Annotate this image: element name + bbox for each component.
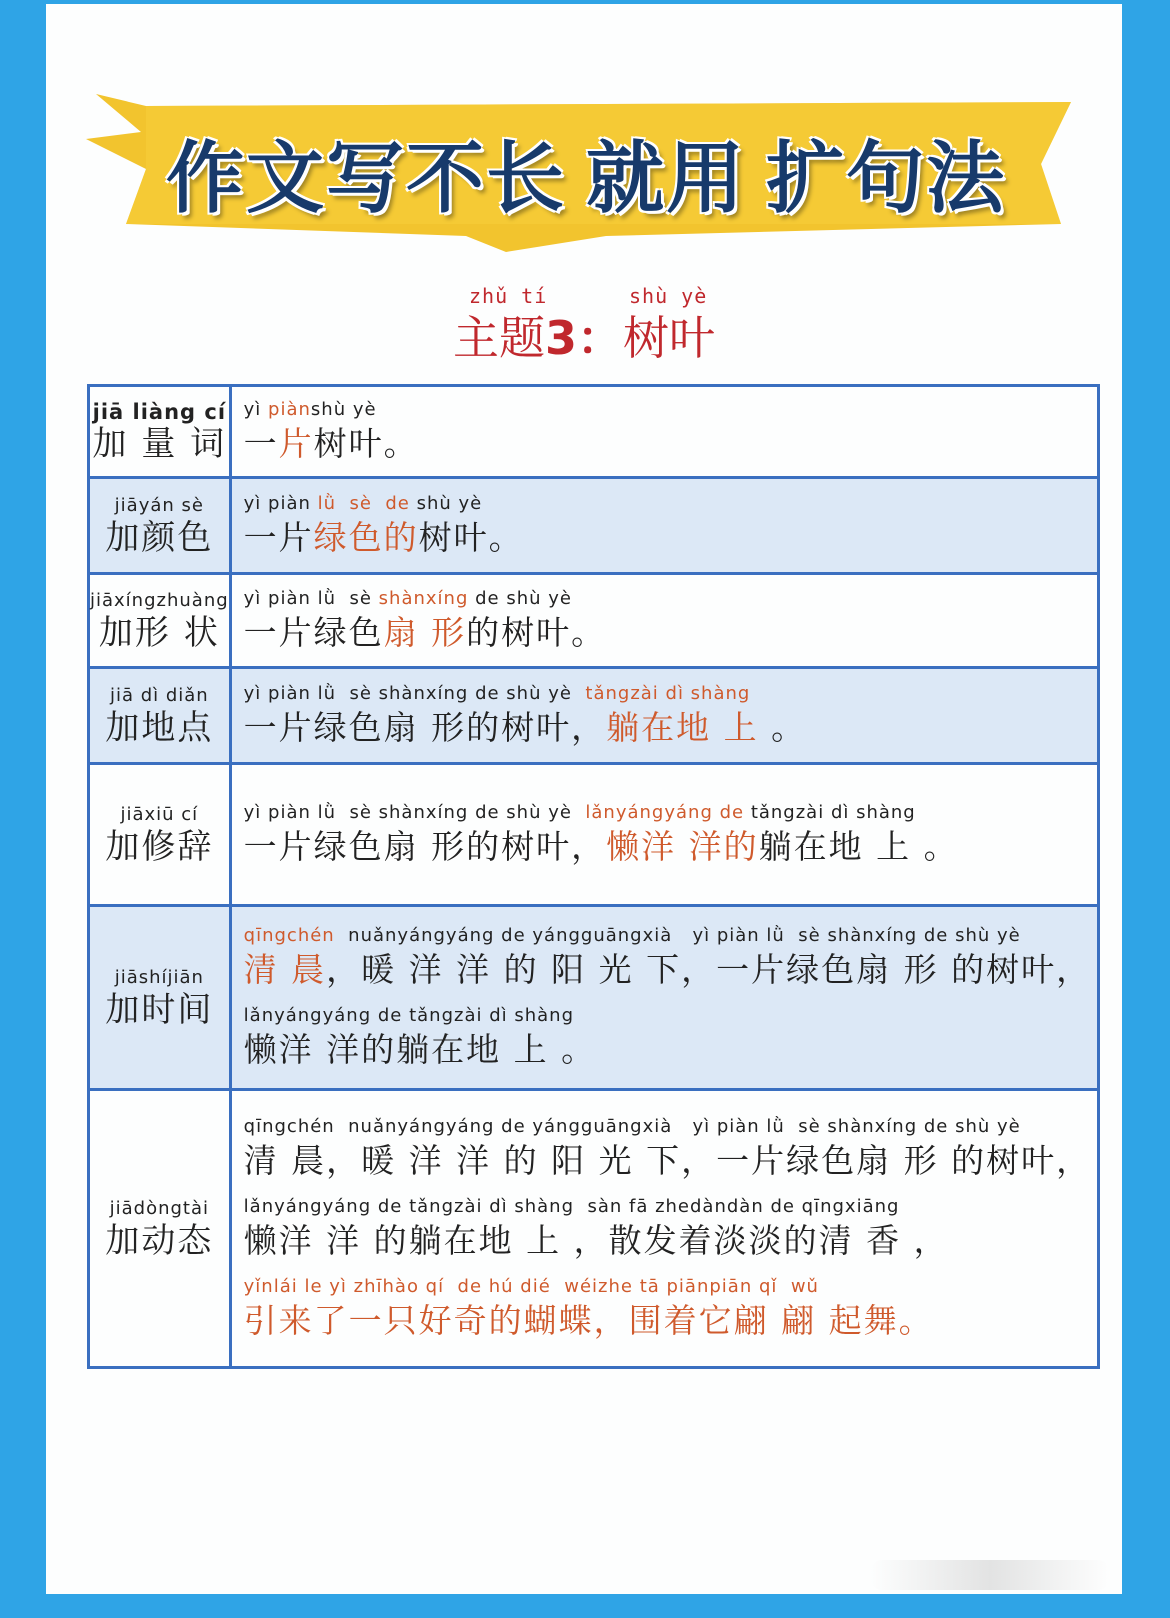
example-pinyin-segment: yì piàn lǜ sè shànxíng de shù yè bbox=[243, 682, 586, 704]
step-label-cell bbox=[89, 386, 231, 478]
line-spacer bbox=[244, 1183, 1091, 1195]
example-pinyin-segment: yì piàn lǜ sè shànxíng de shù yè bbox=[243, 801, 586, 823]
step-label-pinyin: jiā liàng cí bbox=[92, 399, 227, 424]
example-pinyin-segment: lǎnyángyáng de tǎngzài dì shàng sàn fā zhedàndàn de qīngxiāng bbox=[243, 1195, 900, 1217]
poster-card bbox=[46, 4, 1122, 1594]
step-label-cell bbox=[89, 906, 231, 1090]
example-sentence-segment: 扇 形 bbox=[383, 612, 467, 652]
example-pinyin-segment: yì piàn lǜ sè bbox=[243, 587, 379, 609]
step-label-pinyin: jiādòngtài bbox=[109, 1197, 210, 1219]
example-sentence-segment: 懒洋 洋 的躺在地 上 ，散发着淡淡的清 香 ， bbox=[243, 1220, 949, 1260]
step-label-cell bbox=[89, 1090, 231, 1368]
step-label-pinyin: jiāyán sè bbox=[114, 494, 204, 516]
example-sentence-segment: 清 晨，暖 洋 洋 的 阳 光 下，一片绿色扇 形 的树叶， bbox=[243, 1140, 1092, 1180]
example-sentence-segment: 一片绿色扇 形的树叶， bbox=[243, 707, 607, 747]
example-sentence bbox=[244, 825, 1091, 869]
table-row bbox=[89, 478, 1099, 574]
example-sentence bbox=[244, 1139, 1091, 1183]
theme-pinyin-1: zhǔ tí bbox=[469, 284, 548, 308]
example-pinyin bbox=[244, 1004, 1091, 1028]
example-sentence bbox=[244, 422, 1091, 466]
theme-title bbox=[46, 310, 1122, 366]
example-sentence-segment: 片 bbox=[278, 423, 314, 463]
example-pinyin-segment: piàn bbox=[268, 398, 311, 420]
example-sentence-segment: 一 bbox=[243, 423, 279, 463]
title-part-3: 扩句法 bbox=[766, 134, 1007, 224]
example-pinyin-segment: tǎngzài dì shàng bbox=[744, 801, 916, 823]
theme-pinyin bbox=[46, 284, 1122, 310]
example-sentence bbox=[244, 611, 1091, 655]
step-label: 加颜色 bbox=[105, 517, 214, 558]
example-cell bbox=[230, 386, 1098, 478]
step-label-cell bbox=[89, 764, 231, 906]
example-sentence-segment: 一片 bbox=[243, 517, 314, 557]
step-label-cell bbox=[89, 668, 231, 764]
example-cell bbox=[230, 574, 1098, 668]
step-label-pinyin: jiā dì diǎn bbox=[109, 684, 209, 706]
example-pinyin-segment: lǎnyángyáng de bbox=[585, 801, 745, 823]
example-pinyin bbox=[244, 1195, 1091, 1219]
example-sentence-segment: 树叶。 bbox=[418, 517, 524, 557]
title-banner bbox=[86, 74, 1086, 264]
example-cell bbox=[230, 906, 1098, 1090]
example-pinyin bbox=[244, 682, 1091, 706]
example-sentence bbox=[244, 706, 1091, 750]
example-pinyin bbox=[244, 1275, 1091, 1299]
title-part-2: 就用 bbox=[585, 134, 746, 224]
example-sentence bbox=[244, 1219, 1091, 1263]
example-sentence-segment: 躺在地 上 。 bbox=[758, 826, 959, 866]
theme-pinyin-2: shù yè bbox=[629, 284, 708, 308]
theme-title-b: 树叶 bbox=[623, 311, 715, 365]
example-sentence bbox=[244, 516, 1091, 560]
step-label: 加修辞 bbox=[105, 826, 214, 867]
example-sentence-segment: 一片绿色扇 形的树叶， bbox=[243, 826, 607, 866]
expansion-table bbox=[87, 384, 1100, 1369]
table-row bbox=[89, 668, 1099, 764]
table-row bbox=[89, 906, 1099, 1090]
example-pinyin-segment: yì bbox=[243, 398, 269, 420]
expansion-table-body bbox=[89, 386, 1099, 1368]
example-sentence bbox=[244, 1299, 1091, 1343]
theme-heading bbox=[46, 284, 1122, 366]
example-sentence-segment: 懒洋 洋的 bbox=[606, 826, 759, 866]
example-pinyin-segment: lǎnyángyáng de tǎngzài dì shàng bbox=[243, 1004, 574, 1026]
example-cell bbox=[230, 764, 1098, 906]
example-pinyin-segment: yǐnlái le yì zhīhào qí de hú dié wéizhe tā piānpiān qǐ wǔ bbox=[243, 1275, 819, 1297]
step-label: 加地点 bbox=[105, 707, 214, 748]
table-row bbox=[89, 574, 1099, 668]
example-sentence-segment: 清 晨 bbox=[243, 949, 327, 989]
example-pinyin bbox=[244, 924, 1091, 948]
example-cell bbox=[230, 668, 1098, 764]
theme-title-a: 主题 bbox=[452, 311, 545, 365]
example-pinyin bbox=[244, 587, 1091, 611]
step-label-pinyin: jiāshíjiān bbox=[114, 966, 204, 988]
line-spacer bbox=[244, 1263, 1091, 1275]
example-pinyin bbox=[244, 1115, 1091, 1139]
step-label: 加时间 bbox=[105, 989, 214, 1030]
example-sentence bbox=[244, 1028, 1091, 1072]
example-sentence-segment: 懒洋 洋的躺在地 上 。 bbox=[243, 1029, 597, 1069]
step-label: 加 量 词 bbox=[92, 423, 227, 464]
watermark bbox=[870, 1560, 1110, 1590]
title-part-1: 作文写不长 bbox=[165, 134, 566, 224]
example-pinyin-segment: lǜ sè de bbox=[317, 492, 410, 514]
example-pinyin-segment: tǎngzài dì shàng bbox=[585, 682, 751, 704]
example-sentence-segment: 一片绿色 bbox=[243, 612, 384, 652]
step-label-cell bbox=[89, 478, 231, 574]
theme-title-num: 3： bbox=[544, 311, 623, 365]
example-pinyin bbox=[244, 398, 1091, 422]
step-label: 加形 状 bbox=[98, 612, 220, 653]
example-sentence-segment: ，暖 洋 洋 的 阳 光 下，一片绿色扇 形 的树叶， bbox=[326, 949, 1092, 989]
table-row bbox=[89, 386, 1099, 478]
example-sentence-segment: 绿色的 bbox=[313, 517, 419, 557]
example-sentence-segment: 树叶。 bbox=[313, 423, 419, 463]
table-row bbox=[89, 764, 1099, 906]
page-title bbox=[86, 116, 1086, 228]
example-pinyin bbox=[244, 492, 1091, 516]
step-label-cell bbox=[89, 574, 231, 668]
example-pinyin-segment: shù yè bbox=[409, 492, 483, 514]
example-pinyin-segment: nuǎnyángyáng de yángguāngxià yì piàn lǜ sè shànxíng de shù yè bbox=[334, 924, 1021, 946]
example-sentence-segment: 躺在地 上 bbox=[606, 707, 759, 747]
example-pinyin-segment: de shù yè bbox=[468, 587, 572, 609]
example-pinyin-segment: shù yè bbox=[310, 398, 377, 420]
example-pinyin-segment: yì piàn bbox=[243, 492, 318, 514]
example-sentence-segment: 引来了一只好奇的蝴蝶，围着它翩 翩 起舞。 bbox=[243, 1300, 934, 1340]
example-sentence-segment: 的树叶。 bbox=[466, 612, 607, 652]
example-pinyin-segment: shànxíng bbox=[378, 587, 469, 609]
example-pinyin-segment: qīngchén bbox=[243, 924, 335, 946]
table-row bbox=[89, 1090, 1099, 1368]
example-cell bbox=[230, 1090, 1098, 1368]
example-pinyin-segment: qīngchén nuǎnyángyáng de yángguāngxià yì piàn lǜ sè shànxíng de shù yè bbox=[243, 1115, 1021, 1137]
step-label: 加动态 bbox=[105, 1220, 214, 1261]
step-label-pinyin: jiāxíngzhuàng bbox=[90, 589, 229, 611]
example-pinyin bbox=[244, 801, 1091, 825]
example-cell bbox=[230, 478, 1098, 574]
example-sentence-segment: 。 bbox=[758, 707, 807, 747]
line-spacer bbox=[244, 992, 1091, 1004]
step-label-pinyin: jiāxiū cí bbox=[120, 803, 199, 825]
example-sentence bbox=[244, 948, 1091, 992]
